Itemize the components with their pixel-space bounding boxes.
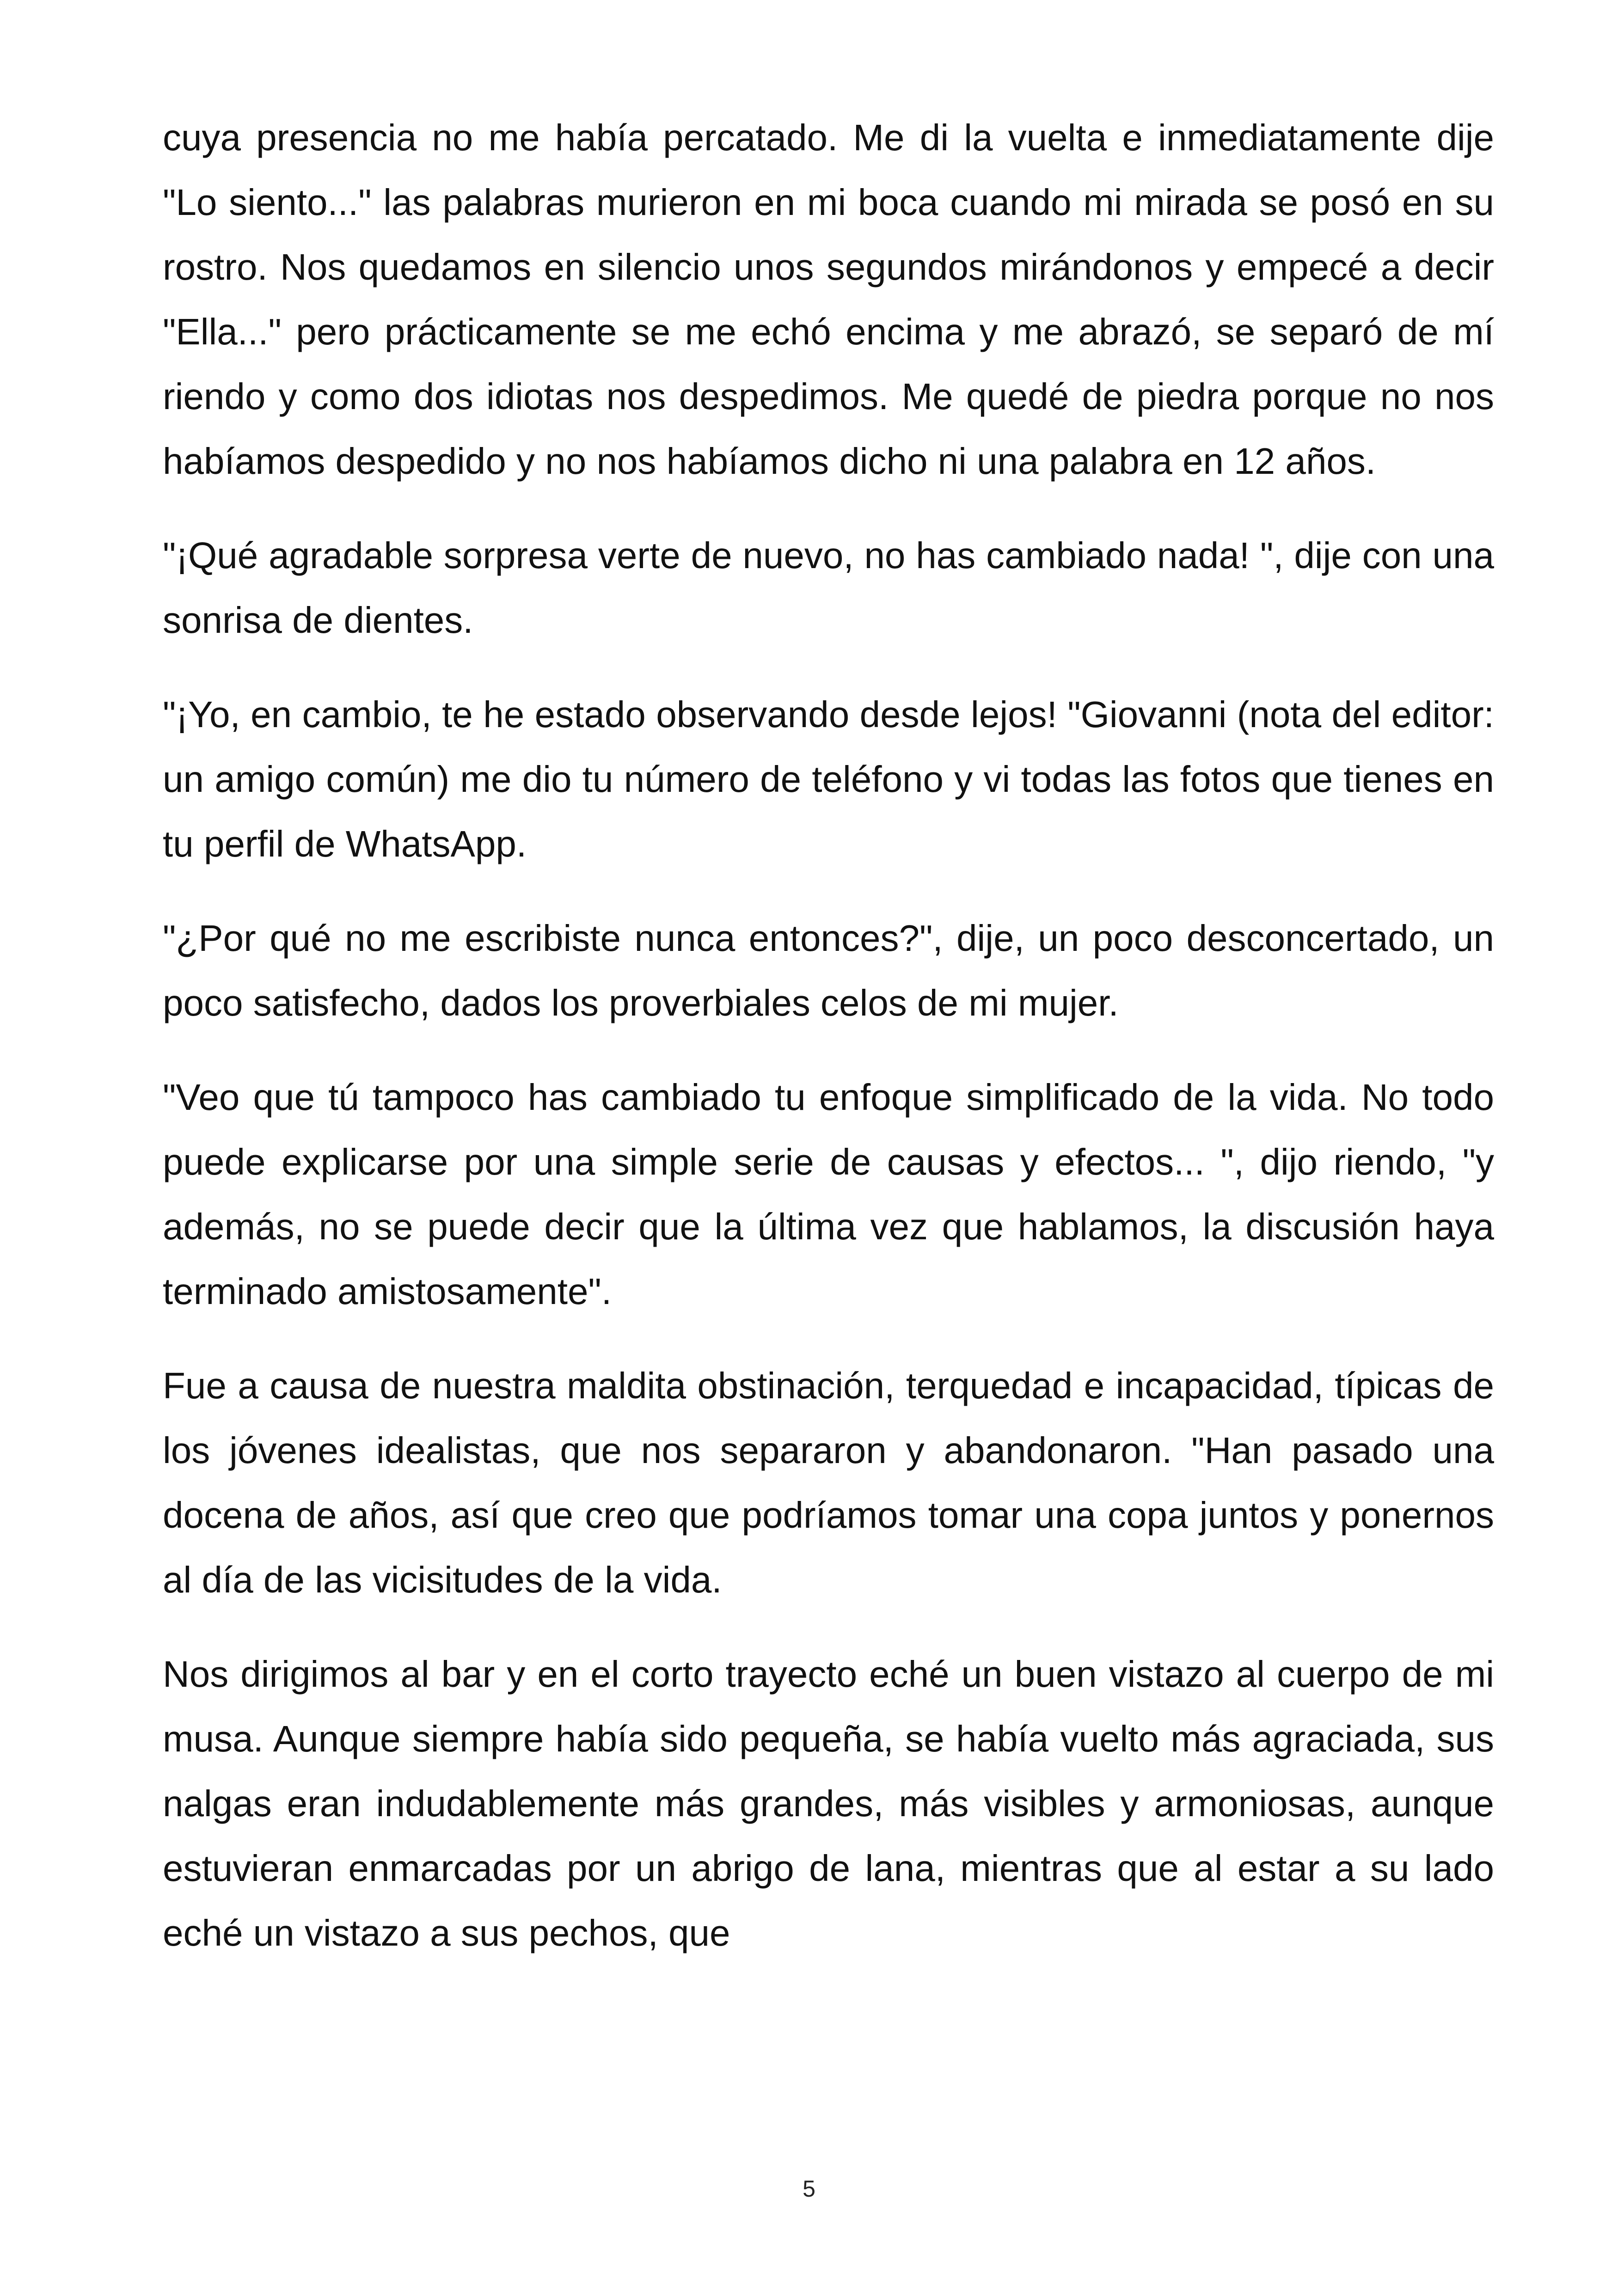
paragraph-2: "¡Qué agradable sorpresa verte de nuevo, no has cambiado nada! ", dije con una sonrisa de dientes. [163, 535, 1494, 641]
paragraph-1: cuya presencia no me había percatado. Me di la vuelta e inmediatamente dije "Lo siento..." las palabras murieron en mi boca cuando mi mirada se posó en su rostro. Nos quedamos en silencio unos segundos mirándonos y empecé a decir "Ella..." pero prácticamente se me echó encima y me abrazó, se separó de mí riendo y como dos idiotas nos despedimos. Me quedé de piedra porque no nos habíamos despedido y no nos habíamos dicho ni una palabra en 12 años. [163, 117, 1494, 482]
paragraph-3: "¡Yo, en cambio, te he estado observando desde lejos! "Giovanni (nota del editor: un amigo común) me dio tu número de teléfono y vi todas las fotos que tienes en tu perfil de WhatsApp. [163, 694, 1494, 864]
paragraph-4: "¿Por qué no me escribiste nunca entonces?", dije, un poco desconcertado, un poco satisfecho, dados los proverbiales celos de mi mujer. [163, 918, 1494, 1023]
text-body [163, 105, 1494, 1995]
paragraph-6: Fue a causa de nuestra maldita obstinación, terquedad e incapacidad, típicas de los jóvenes idealistas, que nos separaron y abandonaron. "Han pasado una docena de años, así que creo que podríamos tomar una copa juntos y ponernos al día de las vicisitudes de la vida. [163, 1365, 1494, 1600]
paragraph-7: Nos dirigimos al bar y en el corto trayecto eché un buen vistazo al cuerpo de mi musa. Aunque siempre había sido pequeña, se había vuelto más agraciada, sus nalgas eran indudablemente más grandes, más visibles y armoniosas, aunque estuvieran enmarcadas por un abrigo de lana, mientras que al estar a su lado eché un vistazo a sus pechos, que [163, 1653, 1494, 1953]
page-number: 5 [803, 2176, 815, 2202]
paragraph-5: "Veo que tú tampoco has cambiado tu enfoque simplificado de la vida. No todo puede explicarse por una simple serie de causas y efectos... ", dijo riendo, "y además, no se puede decir que la última vez que hablamos, la discusión haya terminado amistosamente". [163, 1077, 1494, 1312]
